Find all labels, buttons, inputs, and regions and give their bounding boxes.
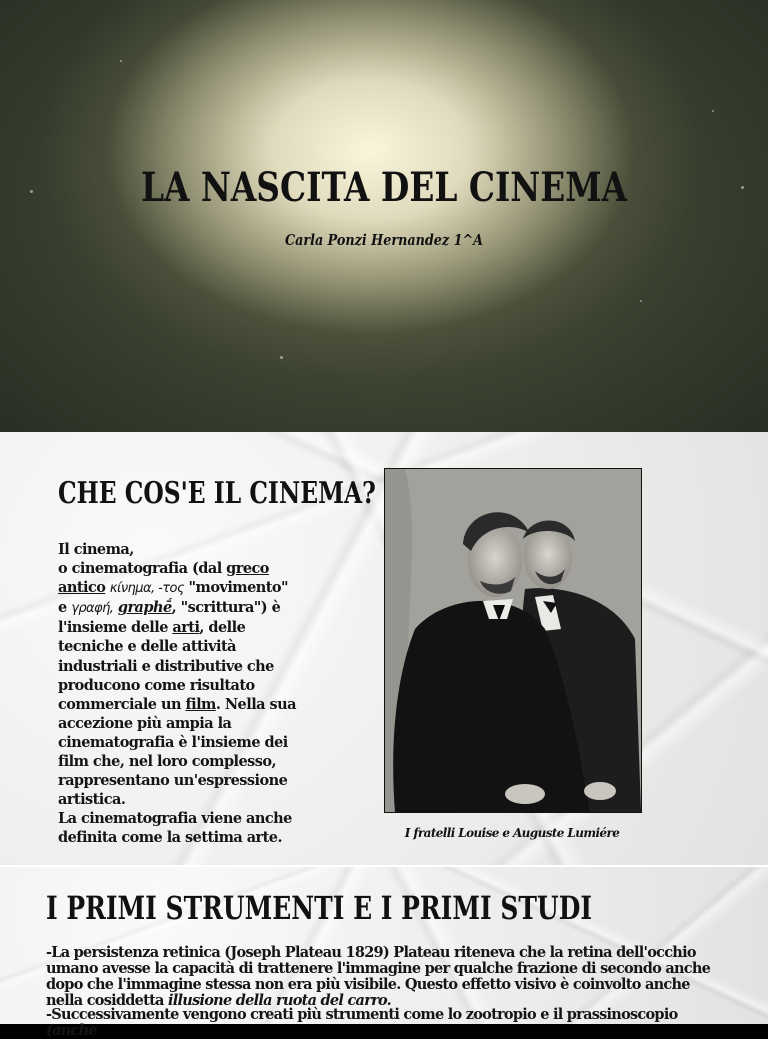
link-film[interactable]: film: [185, 695, 216, 713]
film-speck: [30, 190, 33, 193]
slide-heading: CHE COS'E IL CINEMA?: [58, 476, 376, 511]
film-speck: [741, 186, 744, 189]
film-speck: [640, 300, 642, 302]
paragraph-persistenza-retinica: -La persistenza retinica (Joseph Plateau 1829) Plateau riteneva che la retina dell'occhio umano avesse la capacità di trattenere l'immagine per qualche frazione di secondo anche dopo che l'immagine stessa non era più visibile. Questo effetto visivo è coinvolto anche nella cosiddetta illusione della ruota del carro.: [46, 944, 711, 1009]
film-speck: [280, 356, 283, 359]
link-antico[interactable]: antico: [58, 579, 106, 597]
lumiere-brothers-illustration: [385, 469, 641, 812]
photo-caption: I fratelli Louise e Auguste Lumiére: [404, 826, 620, 840]
cinema-definition-text: Il cinema, o cinematografia (dal greco antico κίνημα, -τος "movimento" e γραφή, graphḗ, "scrittura") è l'insieme delle arti, delle tecniche e delle attività industriali e distributive che producono come risultato commerciale un film. Nella sua accezione più ampia la cinematografia è l'insieme dei film che, nel loro complesso, rappresentano un'espressione artistica. La cinematografia viene anche definita come la settima arte.: [58, 541, 296, 847]
paragraph-strumenti: -Successivamente vengono creati più strumenti come lo zootropio e il prassinoscopio (anche: [46, 1006, 678, 1039]
link-graphe[interactable]: graphḗ: [117, 599, 172, 617]
link-greco[interactable]: greco: [226, 560, 269, 578]
film-speck: [712, 110, 714, 112]
presentation-title: LA NASCITA DEL CINEMA: [140, 164, 628, 211]
title-slide: [0, 0, 768, 432]
early-studies-slide: [0, 865, 768, 1039]
presentation-author: Carla Ponzi Hernandez 1^A: [284, 231, 484, 249]
lumiere-brothers-photo: [384, 468, 642, 813]
film-speck: [120, 60, 122, 62]
link-arti[interactable]: arti: [172, 619, 200, 637]
slide-heading: I PRIMI STRUMENTI E I PRIMI STUDI: [46, 889, 593, 927]
cinema-definition-slide: [0, 432, 768, 865]
